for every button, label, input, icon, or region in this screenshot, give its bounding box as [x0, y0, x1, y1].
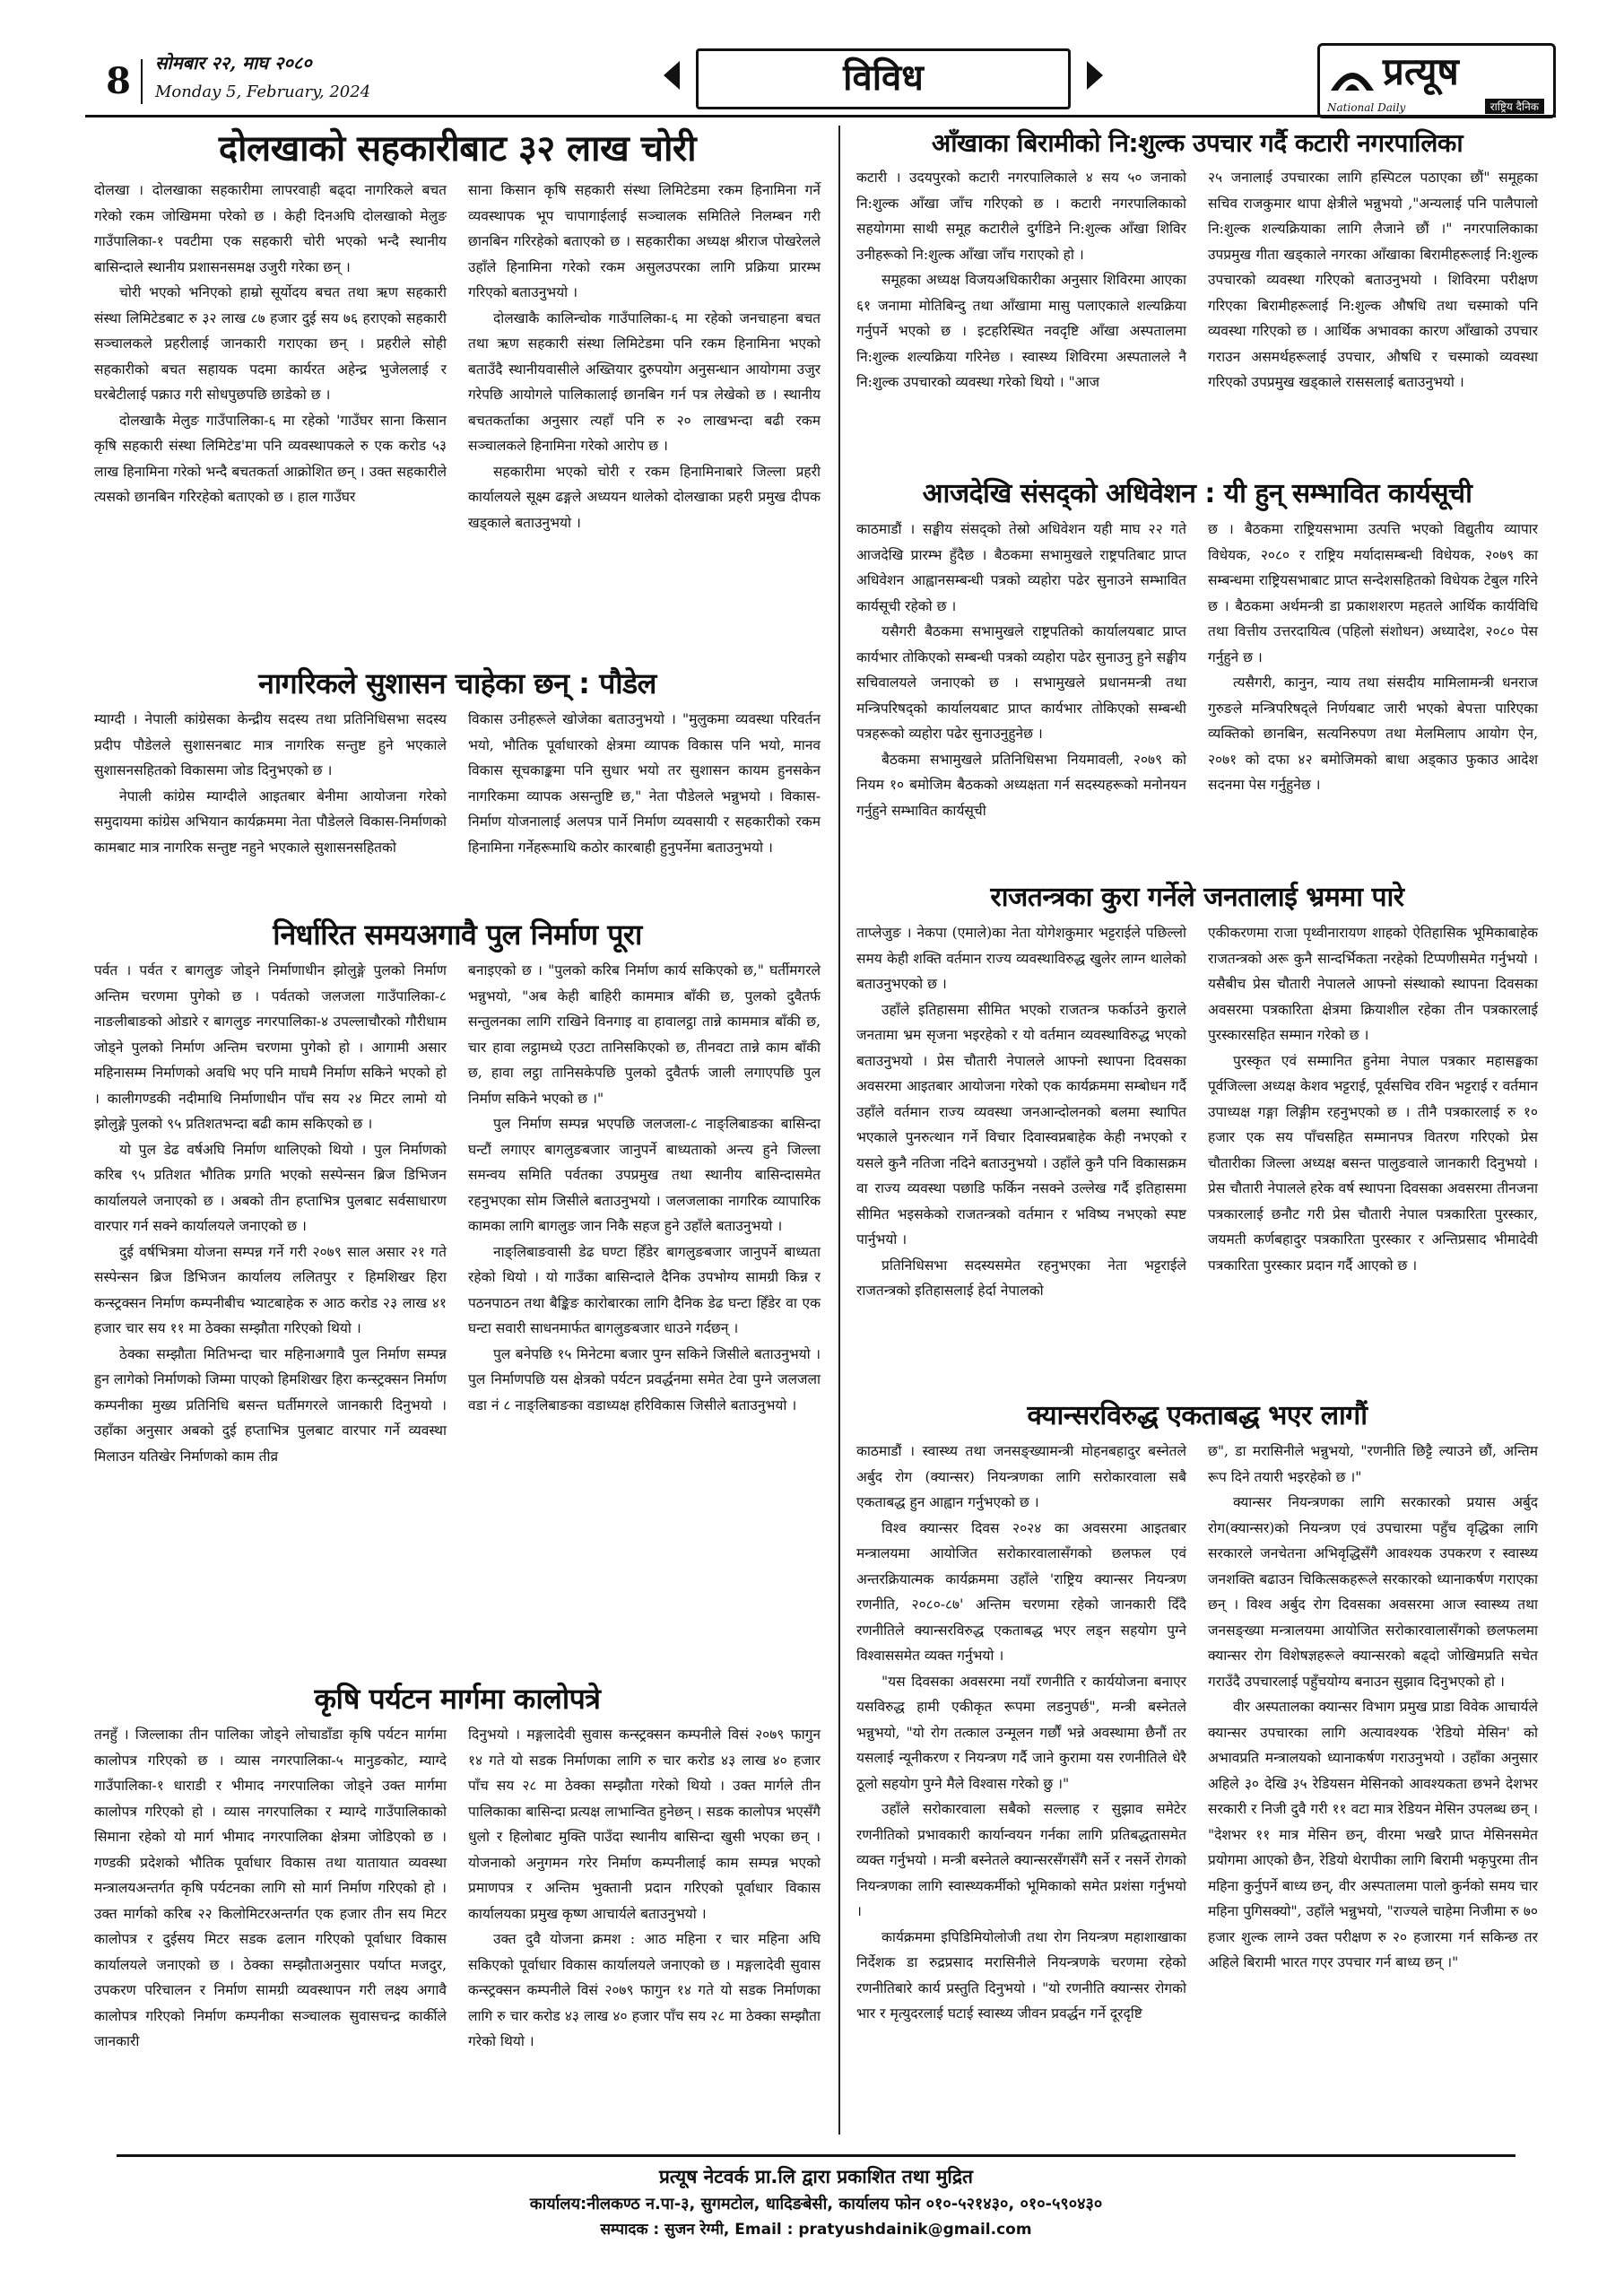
- editor-email-line: सम्पादक : सुजन रेग्मी, Email : pratyushdainik@gmail.com: [600, 2221, 1032, 2239]
- article-monarchy: [856, 879, 1538, 1304]
- article-headline: कृषि पर्यटन मार्गमा कालोपत्रे: [314, 1682, 601, 1716]
- article-column: काठमाडौं । स्वास्थ्य तथा जनसङ्ख्यामन्त्री मोहनबहादुर बस्नेतले अर्बुद रोग (क्यान्सर) नियन्त्रणका लागि सरोकारवाला सबै एकताबद्ध हुन आह्वान गर्नुभएको छ । विश्व क्यान्सर दिवस २०२४ का अवसरमा आइतबार मन्त्रालयमा आयोजित सरोकारवालासँगको छलफल एवं अन्तरक्रियात्मक कार्यक्रममा उहाँले 'राष्ट्रिय क्यान्सर नियन्त्रण रणनीति, २०८०-८७' अन्तिम चरणमा रहेको जानकारी दिँदै रणनीतिले क्यान्सरविरुद्ध एकताबद्ध भएर लड्न सहयोग पुग्ने विश्वाससमेत व्यक्त गर्नुभयो । "यस दिवसका अवसरमा नयाँ रणनीति र कार्ययोजना बनाएर यसविरुद्ध हामी एकीकृत रूपमा लडनुपर्छ", मन्त्री बस्नेतले भन्नुभयो, "यो रोग तत्काल उन्मूलन गर्छौं भन्ने अवस्थामा छैनौं तर यसलाई न्यूनीकरण र नियन्त्रण गर्दै जाने कुरामा यस रणनीतिले धेरै ठूलो सहयोग पुग्ने मैले विश्वास गरेको छु ।" उहाँले सरोकारवाला सबैको सल्लाह र सुझाव समेटेर रणनीतिको प्रभावकारी कार्यान्वयन गर्नका लागि प्रतिबद्धतासमेत व्यक्त गर्नुभयो । मन्त्री बस्नेतले क्यान्सरसँगसँगै सर्ने र नसर्ने रोगको नियन्त्रणका लागि स्वास्थ्यकर्मीको भूमिकाको समेत प्रशंसा गर्नुभयो । कार्यक्रममा इपिडिमियोलोजी तथा रोग नियन्त्रण महाशाखाका निर्देशक डा रुद्रप्रसाद मरासिनीले नियन्त्रणके चरणमा रहेको रणनीतिबारे कार्य प्रस्तुति दिनुभयो । "यो रणनीति क्यान्सर रोगको भार र मृत्युदरलाई घटाई स्वास्थ्य जीवन प्रवर्द्धन गर्ने दूरदृष्टि: [856, 1443, 1186, 2022]
- article-column: कटारी । उदयपुरको कटारी नगरपालिकाले ४ सय ५० जनाको नि:शुल्क आँखा जाँच गरिएको छ । कटारी नगरपालिकाको सहयोगमा साथी समूह कटारीले दुर्गडिने नि:शुल्क आँखा शिविर उनीहरूको नि:शुल्क आँखा जाँच गराएको हो । समूहका अध्यक्ष विजयअधिकारीका अनुसार शिविरमा आएका ६१ जनामा मोतिबिन्दु तथा आँखामा मासु पलाएकाले शल्यक्रिया गर्नुपर्ने भएको छ । इटहरिस्थित नवदृष्टि आँखा अस्पतालमा नि:शुल्क शल्यक्रिया गरिनेछ । स्वास्थ्य शिविरमा अस्पतालले नै नि:शुल्क उपचारको व्यवस्था गरेको थियो । "आज: [856, 170, 1186, 390]
- article-cancer: [856, 1397, 1538, 2027]
- article-column: ताप्लेजुङ । नेकपा (एमाले)का नेता योगेशकुमार भट्टराईले पछिल्लो समय केही शक्ति वर्तमान राज्य व्यवस्थाविरुद्ध खुलेर लाग्न थालेको बताउनुभएको छ । उहाँले इतिहासमा सीमित भएको राजतन्त्र फर्काउने कुराले जनतामा भ्रम सृजना भइरहेको र यो वर्तमान व्यवस्थाविरुद्ध भएको बताउनुभयो । प्रेस चौतारी नेपालले आफ्नो स्थापना दिवसका अवसरमा आइतबार आयोजना गरेको एक कार्यक्रममा सम्बोधन गर्दै उहाँले वर्तमान राज्य व्यवस्था जनआन्दोलनको बलमा स्थापित भएकाले पुनरुत्थान गर्ने विचार दिवास्वप्नबाहेक केही नभएको र यसले कुनै नतिजा नदिने बताउनुभयो । उहाँले कुनै पनि विकासक्रम वा राज्य व्यवस्था पछाडि फर्किन नसक्ने उल्लेख गर्दै इतिहासमा सीमित भइसकेको राजतन्त्रको वर्तमान र भविष्य नभएको स्पष्ट पार्नुभयो । प्रतिनिधिसभा सदस्यसमेत रहनुभएका नेता भट्टराईले राजतन्त्रको इतिहासलाई हेर्दा नेपालको: [856, 925, 1186, 1299]
- article-column: दिनुभयो । मङ्गलादेवी सुवास कन्स्ट्रक्सन कम्पनीले विसं २०७९ फागुन १४ गते यो सडक निर्माणका लागि रु चार करोड ४३ लाख ४० हजार पाँच सय २८ मा ठेक्का सम्झौता गरेको थियो । उक्त मार्गले तीन पालिकाका बासिन्दा प्रत्यक्ष लाभान्वित हुनेछन् । सडक कालोपत्र भएसँगै धुलो र हिलोबाट मुक्ति पाउँदा स्थानीय बासिन्दा खुसी भएका छन् । योजनाको अनुगमन गरेर निर्माण कम्पनीलाई काम सम्पन्न भएको प्रमाणपत्र र अन्तिम भुक्तानी प्रदान गरिएको पूर्वाधार विकास कार्यालयका प्रमुख कृष्ण आचार्यले बताउनुभयो । उक्त दुवै योजना क्रमश : आठ महिना र चार महिना अघि सकिएको पूर्वाधार विकास कार्यालयले जनाएको छ । मङ्गलादेवी सुवास कन्स्ट्रक्सन कम्पनीले विसं २०७९ फागुन १४ गते यो सडक निर्माणका लागि रु चार करोड ४३ लाख ४० हजार पाँच सय २८ मा ठेक्का सम्झौता गरेको थियो ।: [468, 1726, 821, 2049]
- article-column: साना किसान कृषि सहकारी संस्था लिमिटेडमा रकम हिनामिना गर्ने व्यवस्थापक भूप चापागाईलाई सञ्चालक समितिले निलम्बन गरी छानबिन गरिरहेको बताएको छ । सहकारीका अध्यक्ष श्रीराज पोखरेलले उहाँले हिनामिना गरेको रकम असुलउपरका लागि प्रक्रिया प्रारम्भ गरिएको बताउनुभयो । दोलखाकै कालिन्चोक गाउँपालिका-६ मा रहेको जनचाहना बचत तथा ऋण सहकारी संस्था लिमिटेडमा पनि रकम हिनामिना भएको बताउँदै स्थानीयवासीले अख्तियार दुरुपयोग अनुसन्धान आयोगमा उजुर गरेपछि आयोगले पालिकालाई छानबिन गर्न पत्र लेखेको छ । स्थानीय बचतकर्ताका अनुसार त्यहाँ पनि रु २० लाखभन्दा बढी रकम सञ्चालकले हिनामिना गरेको आरोप छ । सहकारीमा भएको चोरी र रकम हिनामिनाबारे जिल्ला प्रहरी कार्यालयले सूक्ष्म ढङ्गले अध्ययन थालेको दोलखाका प्रहरी प्रमुख दीपक खड्काले बताउनुभयो ।: [468, 182, 821, 531]
- date-english: Monday 5, February, 2024: [155, 83, 371, 101]
- article-headline: राजतन्त्रका कुरा गर्नेले जनतालाई भ्रममा पारे: [990, 882, 1404, 913]
- logo-name: प्रत्यूष: [1383, 49, 1459, 93]
- arrow-left-icon: [664, 61, 680, 90]
- article-headline: आँखाका बिरामीको नि:शुल्क उपचार गर्दै कटारी नगरपालिका: [931, 128, 1463, 158]
- date-nepali: सोमबार २२, माघ २०८०: [155, 52, 312, 74]
- column-divider: [838, 126, 840, 2135]
- page-number: 8: [96, 59, 143, 104]
- section-title: विविध: [696, 48, 1071, 109]
- logo-tag-np: राष्ट्रिय दैनिक: [1485, 99, 1544, 114]
- article-paudel: [94, 664, 821, 860]
- article-headline: आजदेखि संसद्को अधिवेशन : यी हुन् सम्भावित कार्यसूची: [922, 478, 1472, 509]
- section-banner: [664, 48, 1103, 108]
- article-headline: दोलखाको सहकारीबाट ३२ लाख चोरी: [218, 128, 697, 170]
- masthead-logo: [1317, 43, 1556, 118]
- article-bridge: [94, 915, 821, 1469]
- article-column: विकास उनीहरूले खोजेका बताउनुभयो । "मुलुकमा व्यवस्था परिवर्तन भयो, भौतिक पूर्वाधारको क्षेत्रमा व्यापक विकास पनि भयो, मानव विकास सूचकाङ्कमा पनि सुधार भयो तर सुशासन कायम हुनसकेन नागरिकमा व्यापक असन्तुष्टि छ," नेता पौडेलले भन्नुभयो । विकास-निर्माण योजनालाई अलपत्र पार्ने निर्माण व्यवसायी र सहकारीको रकम हिनामिना गर्नेहरूमाथि कठोर कारबाही हुनुपर्नेमा बताउनुभयो ।: [468, 711, 821, 856]
- article-column: बनाइएको छ । "पुलको करिब निर्माण कार्य सकिएको छ," घर्तीमगरले भन्नुभयो, "अब केही बाहिरी काममात्र बाँकी छ, पुलको दुवैतर्फ सन्तुलनका लागि राखिने विनगाइ वा हावालट्ठा तान्ने काममात्र बाँकी छ, चार हावा लट्ठामध्ये एउटा तानिसकिएको छ, तीनवटा तान्ने काम बाँकी छ, हावा लट्ठा तानिसकेपछि पुलको दुवैतर्फ जाली लगाएपछि पुल निर्माण सकिने भएको छ ।" पुल निर्माण सम्पन्न भएपछि जलजला-८ नाङ्लिबाङका बासिन्दा घन्टौं लगाएर बागलुङबजार जानुपर्ने बाध्यताको अन्त्य हुने जिल्ला समन्वय समिति पर्वतका उपप्रमुख तथा स्थानीय बासिन्दासमेत रहनुभएका सोम जिसीले बताउनुभयो । जलजलाका नागरिक व्यापारिक कामका लागि बागलुङ जान निकै सहज हुने उहाँले बताउनुभयो । नाङ्लिबाङवासी डेढ घण्टा हिँडेर बागलुङबजार जानुपर्ने बाध्यता रहेको थियो । यो गाउँका बासिन्दाले दैनिक उपभोग्य सामग्री किन्न र पठनपाठन तथा बैङ्किङ कारोबारका लागि दैनिक डेढ घन्टा हिँडेर वा एक घन्टा सवारी साधनमार्फत बागलुङबजार धाउने गर्दछन् । पुल बनेपछि १५ मिनेटमा बजार पुग्न सकिने जिसीले बताउनुभयो । पुल निर्माणपछि यस क्षेत्रको पर्यटन प्रवर्द्धनमा समेत टेवा पुग्ने जलजला वडा नं ८ नाङ्लिबाङका वडाध्यक्ष हरिविकास जिसीले बताउनुभयो ।: [468, 962, 821, 1413]
- article-column: काठमाडौं । सङ्घीय संसद्को तेस्रो अधिवेशन यही माघ २२ गते आजदेखि प्रारम्भ हुँदैछ । बैठकमा सभामुखले राष्ट्रपतिबाट प्राप्त अधिवेशन आह्वानसम्बन्धी पत्रको व्यहोरा पढेर सुनाउने सम्भावित कार्यसूची रहेको छ । यसैगरी बैठकमा सभामुखले राष्ट्रपतिको कार्यालयबाट प्राप्त कार्यभार तोकिएको सम्बन्धी पत्रको व्यहोरा पढेर सुनाउनु हुने सङ्घीय सचिवालयले जनाएको छ । सभामुखले प्रधानमन्त्री तथा मन्त्रिपरिषद्को कार्यालयबाट प्राप्त कार्यभार तोकिएको सम्बन्धी पत्रहरूको व्यहोरा पढेर सुनाउनुहुनेछ । बैठकमा सभामुखले प्रतिनिधिसभा नियमावली, २०७९ को नियम १० बमोजिम बैठकको अध्यक्षता गर्न सदस्यहरूको मनोनयन गर्नुहुने सम्भावित कार्यसूची: [856, 521, 1186, 819]
- office-line: कार्यालय:नीलकण्ठ न.पा-३, सुगमटोल, धादिङबेसी, कार्यालय फोन ०१०-५२१४३०, ०१०-५९०४३०: [529, 2195, 1103, 2213]
- article-headline: क्यान्सरविरुद्ध एकताबद्ध भएर लागौं: [1027, 1400, 1368, 1431]
- article-column: २५ जनालाई उपचारका लागि हस्पिटल पठाएका छौं" समूहका सचिव राजकुमार थापा क्षेत्रीले भन्नुभयो ,"अन्यलाई पनि पालैपालो नि:शुल्क शल्यक्रियाका लागि लैजाने छौं ।" नगरपालिकाका उपप्रमुख गीता खड्काले नगरका आँखाका बिरामीहरूलाई नि:शुल्क उपचारको व्यवस्था गरिएको बताउनुभयो । शिविरमा परीक्षण गरिएका बिरामीहरूलाई नि:शुल्क औषधि तथा चस्माको पनि व्यवस्था गरिएको छ । आर्थिक अभावका कारण आँखाको उपचार गराउन असमर्थहरूलाई उपचार, औषधि र चस्माको व्यवस्था गरिएको उपप्रमुख खड्काले राससलाई बताउनुभयो ।: [1208, 170, 1538, 390]
- arrow-right-icon: [1087, 61, 1103, 90]
- publisher-line: प्रत्यूष नेटवर्क प्रा.लि द्वारा प्रकाशित तथा मुद्रित: [658, 2166, 973, 2187]
- article-dolakha: [94, 126, 821, 535]
- page-header: [85, 43, 1556, 117]
- article-column: दोलखा । दोलखाका सहकारीमा लापरवाही बढ्दा नागरिकले बचत गरेको रकम जोखिममा परेको छ । केही दिनअघि दोलखाको मेलुङ गाउँपालिका-१ पवटीमा एक सहकारी चोरी भएको भन्दै स्थानीय बासिन्दाले स्थानीय प्रशासनसमक्ष उजुरी गरेका छन् । चोरी भएको भनिएको हाम्रो सूर्योदय बचत तथा ऋण सहकारी संस्था लिमिटेडबाट रु ३२ लाख ८७ हजार दुई सय ७६ हराएको सहकारी सञ्चालकले प्रहरीलाई जानकारी गराएका छन् । प्रहरीले सोही सहकारीको बचत सहायक पदमा कार्यरत अहेन्द्र भुजेललाई र घरबेटीलाई पक्राउ गरी सोधपुछपछि छाडेको छ । दोलखाकै मेलुङ गाउँपालिका-६ मा रहेको 'गाउँघर साना किसान कृषि सहकारी संस्था लिमिटेड'मा पनि व्यवस्थापकले रु एक करोड ५३ लाख हिनामिना गरेको भन्दै बचतकर्ता आक्रोशित छन् । उक्त सहकारीले त्यसको छानबिन गरिरहेको बताएको छ । हाल गाउँघर: [94, 182, 447, 505]
- article-column: तनहुँ । जिल्लाका तीन पालिका जोड्ने लोचाडाँडा कृषि पर्यटन मार्गमा कालोपत्र गरिएको छ । व्यास नगरपालिका-५ मानुङकोट, म्याग्दे गाउँपालिका-१ धाराडी र भीमाद नगरपालिका जोड्ने उक्त मार्गमा कालोपत्र गरिएको हो । व्यास नगरपालिका र म्याग्दे गाउँपालिकाको सिमाना रहेको यो मार्ग भीमाद नगरपालिका क्षेत्रमा जोडिएको छ । गण्डकी प्रदेशको भौतिक पूर्वाधार विकास तथा यातायात व्यवस्था मन्त्रालयअन्तर्गत कृषि पर्यटनका लागि सो मार्ग निर्माण गरिएको हो । उक्त मार्गको करिब २२ किलोमिटरअन्तर्गत एक हजार तीन सय मिटर कालोपत्र र दुईसय मिटर सडक ढलान गरिएको पूर्वाधार विकास कार्यालयले जनाएको छ । ठेक्का सम्झौताअनुसार पर्याप्त मजदुर, उपकरण परिचालन र निर्माण सामग्री व्यवस्थापन गरी लक्ष्य अगावै कालोपत्र गरिएको निर्माण कम्पनीका सञ्चालक सुवासचन्द्र कार्कीले जानकारी: [94, 1726, 447, 2049]
- article-column: छ", डा मरासिनीले भन्नुभयो, "रणनीति छिट्टै ल्याउने छौं, अन्तिम रूप दिने तयारी भइरहेको छ ।" क्यान्सर नियन्त्रणका लागि सरकारको प्रयास अर्बुद रोग(क्यान्सर)को नियन्त्रण एवं उपचारमा पहुँच वृद्धिका लागि सरकारले जनचेतना अभिवृद्धिसँगै आवश्यक उपकरण र स्वास्थ्य जनशक्ति बढाउन चिकित्सकहरूले सरकारको ध्यानाकर्षण गराएका छन् । विश्व अर्बुद रोग दिवसका अवसरमा आज स्वास्थ्य तथा जनसङ्ख्या मन्त्रालयमा आयोजित सरोकारवालासँगको छलफलमा क्यान्सर रोग विशेषज्ञहरूले क्यान्सरको बढ्दो जोखिमप्रति सचेत गराउँदै उपचारलाई पहुँचयोग्य बनाउन सुझाव दिनुभएको हो । वीर अस्पतालका क्यान्सर विभाग प्रमुख प्राडा विवेक आचार्यले क्यान्सर उपचारका लागि अत्यावश्यक 'रेडियो मेसिन' को अभावप्रति मन्त्रालयको ध्यानाकर्षण गराउनुभयो । उहाँका अनुसार अहिले ३० देखि ३५ रेडियसन मेसिनको आवश्यकता छभने देशभर सरकारी र निजी दुवै गरी ११ वटा मात्र रेडियन मेसिन उपलब्ध छन् । "देशभर ११ मात्र मेसिन छन्, वीरमा भखरै प्राप्त मेसिनसमेत प्रयोगमा आएको छैन, रेडियो थेरापीका लागि बिरामी भकृपुरमा तीन महिना कुर्नुपर्ने बाध्य छन्, वीर अस्पतालमा पालो कुर्नको समय चार महिना पुगिसक्यो", उहाँले भन्नुभयो, "राज्यले चाहेमा निजीमा रु ७० हजार शुल्क लाग्ने उक्त परीक्षण रु २० हजारमा गर्न सकिन्छ तर अहिले बिरामी भारत गएर उपचार गर्न बाध्य छन् ।": [1208, 1443, 1538, 1970]
- imprint-footer: [117, 2154, 1515, 2238]
- article-column: छ । बैठकमा राष्ट्रियसभामा उत्पत्ति भएको विद्युतीय व्यापार विधेयक, २०८० र राष्ट्रिय मर्यादासम्बन्धी विधेयक, २०७९ का सम्बन्धमा राष्ट्रियसभाबाट प्राप्त सन्देशसहितको विधेयक टेबुल गरिने छ । बैठकमा अर्थमन्त्री डा प्रकाशशरण महतले आर्थिक कार्यविधि तथा वित्तीय उत्तरदायित्व (पहिलो संशोधन) अध्यादेश, २०८० पेस गर्नुहुने छ । त्यसैगरी, कानुन, न्याय तथा संसदीय मामिलामन्त्री धनराज गुरुङले मन्त्रिपरिषद्ले निर्णयबाट जारी भएको बेपत्ता पारिएका व्यक्तिको छानबिन, सत्यनिरुपण तथा मेलमिलाप आयोग ऐन, २०७१ को दफा ४२ बमोजिमको बाधा अड्काउ फुकाउ आदेश सदनमा पेस गर्नुहुनेछ ।: [1208, 521, 1538, 793]
- article-road: [94, 1679, 821, 2055]
- article-column: एकीकरणमा राजा पृथ्वीनारायण शाहको ऐतिहासिक भूमिकाबाहेक राजतन्त्रको अरू कुनै सान्दर्भिकता नरहेको टिप्पणीसमेत गर्नुभयो । यसैबीच प्रेस चौतारी नेपालले आफ्नो संस्थाको स्थापना दिवसका अवसरमा पत्रकारिता क्षेत्रमा क्रियाशील रहेका तीन पत्रकारलाई पुरस्कारसहित सम्मान गरेको छ । पुरस्कृत एवं सम्मानित हुनेमा नेपाल पत्रकार महासङ्घका पूर्वजिल्ला अध्यक्ष केशव भट्टराई, पूर्वसचिव रविन भट्टराई र वर्तमान उपाध्यक्ष गङ्गा लिङ्गीम रहनुभएको छ । तीनै पत्रकारलाई रु १० हजार एक सय पाँचसहित सम्मानपत्र वितरण गरिएको प्रेस चौतारीका जिल्ला अध्यक्ष बसन्त पालुङवाले जानकारी दिनुभयो । प्रेस चौतारी नेपालले हरेक वर्ष स्थापना दिवसका अवसरमा तीनजना पत्रकारलाई छनौट गरी प्रेस चौतारी नेपाल पत्रकारिता पुरस्कार, जयमती कर्णबहादुर पत्रकारिता पुरस्कार र अन्तिप्रसाद भीमादेवी पत्रकारिता पुरस्कार प्रदान गर्दै आएको छ ।: [1208, 925, 1538, 1274]
- article-parliament: [856, 475, 1538, 823]
- article-eye-camp: [856, 126, 1538, 396]
- article-column: पर्वत । पर्वत र बागलुङ जोड्ने निर्माणाधीन झोलुङ्गे पुलको निर्माण अन्तिम चरणमा पुगेको छ । पर्वतको जलजला गाउँपालिका-८ नाङलीबाङको ओडारे र बागलुङ नगरपालिका-४ उपल्लाचौरको गौरीधाम जोड्ने पुलको निर्माण अन्तिम चरणमा पुगेको हो । आगामी असार महिनासम्म निर्माणको अवधि भए पनि माघमै निर्माण सकिने भएको हो । कालीगण्डकी नदीमाथि निर्माणाधीन पाँच सय २४ मिटर लामो यो झोलुङ्गे पुलको ९५ प्रतिशतभन्दा बढी काम सकिएको छ । यो पुल डेढ वर्षअघि निर्माण थालिएको थियो । पुल निर्माणको करिब ९५ प्रतिशत भौतिक प्रगति भएको सस्पेन्सन ब्रिज डिभिजन कार्यालयले जनाएको छ । अबको तीन हप्ताभित्र पुलबाट सर्वसाधारण वारपार गर्न सक्ने कार्यालयले जनाएको छ । दुई वर्षभित्रमा योजना सम्पन्न गर्ने गरी २०७९ साल असार २१ गते सस्पेन्सन ब्रिज डिभिजन कार्यालय ललितपुर र हिमशिखर हिरा कन्स्ट्रक्सन निर्माण कम्पनीबीच भ्याटबाहेक रु आठ करोड २३ लाख ४१ हजार चार सय ११ मा ठेक्का सम्झौता गरिएको थियो । ठेक्का सम्झौता मितिभन्दा चार महिनाअगावै पुल निर्माण सम्पन्न हुन लागेको निर्माणको जिम्मा पाएको हिमशिखर हिरा कन्स्ट्रक्सन निर्माण कम्पनीका मुख्य प्रतिनिधि बसन्त घर्तीमगरले जानकारी दिनुभयो । उहाँका अनुसार अबको दुई हप्ताभित्र पुलबाट वारपार गर्ने व्यवस्था मिलाउन यतिखेर निर्माणको काम तीव्र: [94, 962, 447, 1465]
- logo-tag-en: National Daily: [1327, 101, 1406, 114]
- article-headline: निर्धारित समयअगावै पुल निर्माण पूरा: [273, 918, 642, 952]
- article-headline: नागरिकले सुशासन चाहेका छन् : पौडेल: [258, 666, 656, 700]
- sunrise-logo-icon: [1327, 51, 1377, 94]
- article-column: म्याग्दी । नेपाली कांग्रेसका केन्द्रीय सदस्य तथा प्रतिनिधिसभा सदस्य प्रदीप पौडेलले सुशासनबाट मात्र नागरिक सन्तुष्ट हुने भएकाले सुशासनसहितको विकासमा जोड दिनुभएको छ । नेपाली कांग्रेस म्याग्दीले आइतबार बेनीमा आयोजना गरेको समुदायमा कांग्रेस अभियान कार्यक्रममा नेता पौडेलले विकास-निर्माणको कामबाट मात्र नागरिक सन्तुष्ट नहुने भएकाले सुशासनसहितको: [94, 711, 447, 856]
